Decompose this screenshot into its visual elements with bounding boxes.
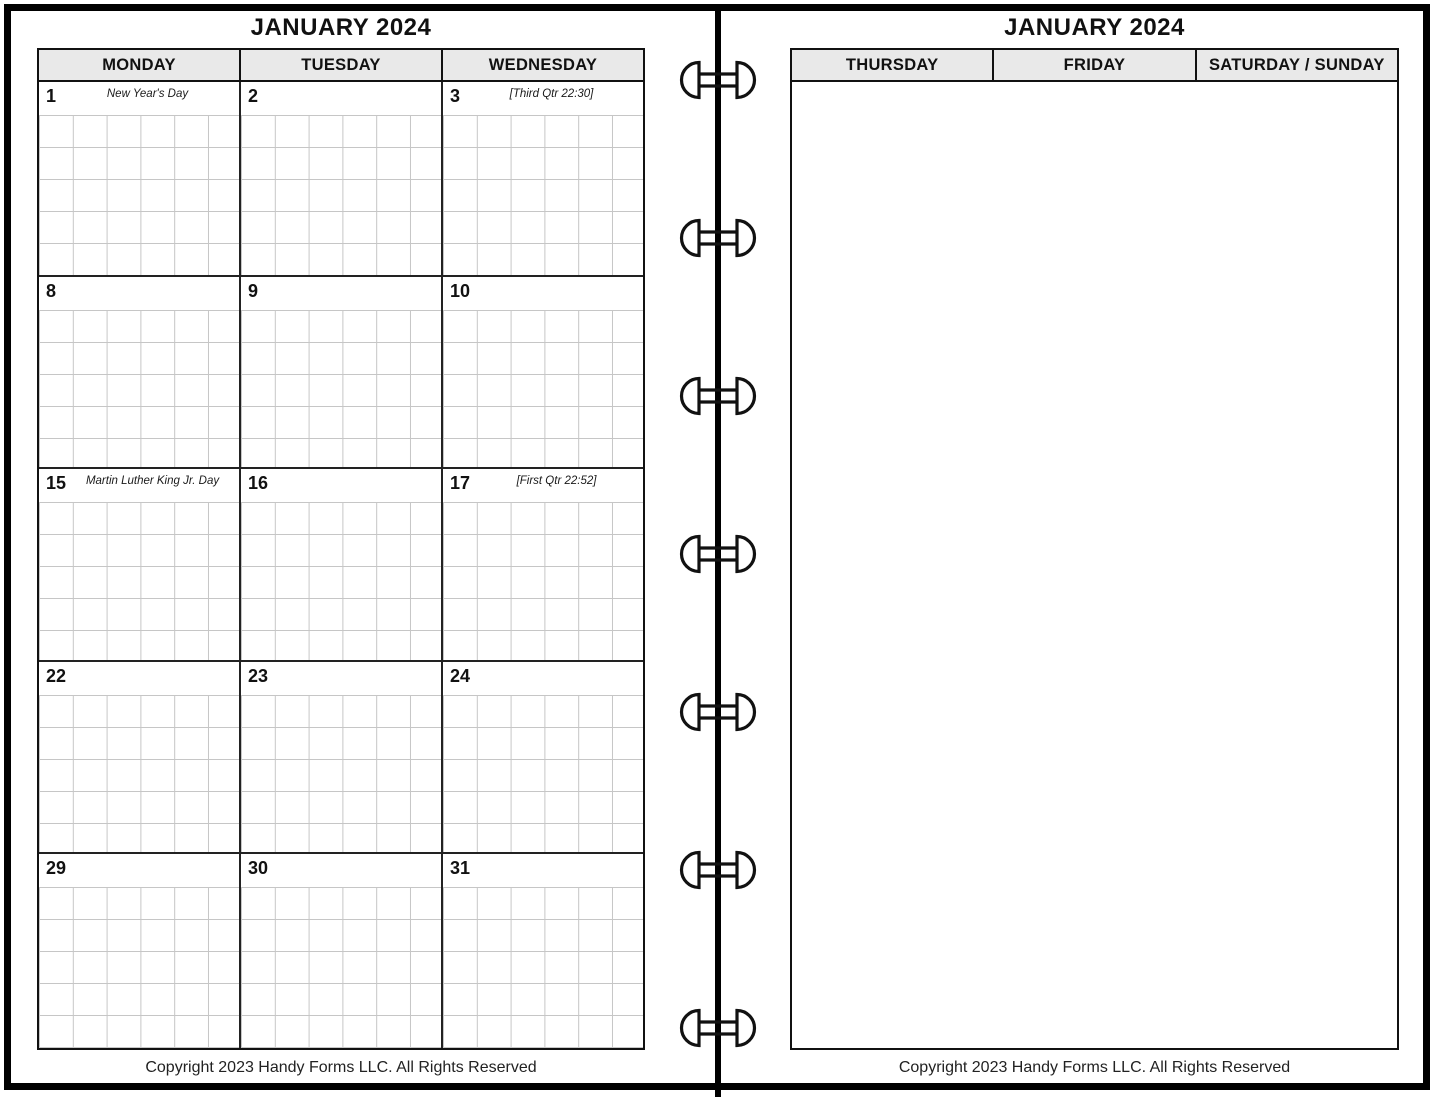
day-number: 30 — [248, 858, 269, 878]
left-page — [37, 14, 645, 1077]
weekday-header-cell: WEDNESDAY — [441, 50, 643, 80]
date-strip — [241, 82, 441, 115]
day-number: 8 — [46, 281, 57, 301]
date-strip — [39, 277, 239, 310]
date-strip — [39, 82, 239, 115]
writing-grid — [241, 695, 441, 852]
day-cell — [39, 854, 239, 1048]
day-number: 23 — [248, 666, 269, 686]
date-strip — [443, 469, 643, 502]
date-strip — [443, 277, 643, 310]
writing-grid — [241, 310, 441, 467]
date-strip — [241, 854, 441, 887]
day-number: 2 — [248, 86, 259, 106]
date-strip — [39, 662, 239, 695]
binder-ring-icon — [668, 534, 768, 574]
holiday-note: [First Qtr 22:52] — [516, 475, 597, 487]
holiday-note: New Year's Day — [106, 88, 189, 100]
writing-grid — [443, 887, 643, 1048]
writing-grid — [443, 502, 643, 660]
holiday-note: [Third Qtr 22:30] — [509, 88, 594, 100]
left-copyright: Copyright 2023 Handy Forms LLC. All Rights Reserved — [145, 1059, 537, 1076]
right-page — [790, 14, 1399, 1077]
day-cell — [441, 854, 643, 1048]
left-weeks — [39, 82, 643, 1048]
day-number: 9 — [248, 281, 259, 301]
writing-grid — [39, 115, 239, 275]
right-weeks — [792, 82, 1397, 1048]
weekday-header-cell: MONDAY — [102, 55, 176, 74]
weekday-header-cell: FRIDAY — [992, 50, 1194, 80]
day-number: 16 — [248, 473, 269, 493]
writing-grid — [241, 502, 441, 660]
day-cell — [39, 82, 239, 275]
date-strip — [241, 662, 441, 695]
writing-grid — [39, 502, 239, 660]
writing-grid — [39, 695, 239, 852]
week-row — [39, 467, 643, 660]
week-row — [39, 275, 643, 467]
date-strip — [39, 469, 239, 502]
day-cell — [239, 469, 441, 660]
holiday-note: Martin Luther King Jr. Day — [85, 475, 220, 487]
day-cell — [239, 854, 441, 1048]
day-cell — [39, 469, 239, 660]
date-strip — [443, 662, 643, 695]
left-page-title: JANUARY 2024 — [250, 14, 432, 41]
right-weekday-header-row — [792, 50, 1397, 82]
week-row — [39, 852, 643, 1048]
day-cell — [239, 277, 441, 467]
writing-grid — [39, 310, 239, 467]
binder-ring-icon — [668, 692, 768, 732]
date-strip — [39, 854, 239, 887]
writing-grid — [39, 887, 239, 1048]
date-strip — [241, 277, 441, 310]
day-cell — [441, 469, 643, 660]
right-copyright: Copyright 2023 Handy Forms LLC. All Rights Reserved — [898, 1059, 1291, 1076]
day-cell — [239, 662, 441, 852]
binder-ring-icon — [668, 60, 768, 100]
day-number: 31 — [450, 858, 471, 878]
writing-grid — [443, 115, 643, 275]
binder-ring-icon — [668, 218, 768, 258]
day-number: 17 — [450, 473, 471, 493]
week-row — [39, 82, 643, 275]
right-calendar — [790, 48, 1399, 1050]
day-number: 29 — [46, 858, 67, 878]
writing-grid — [443, 695, 643, 852]
date-strip — [443, 854, 643, 887]
day-cell — [441, 277, 643, 467]
weekday-header-cell: SATURDAY / SUNDAY — [1195, 50, 1397, 80]
day-number: 1 — [46, 86, 57, 106]
day-number: 3 — [450, 86, 461, 106]
day-cell — [441, 82, 643, 275]
day-cell — [39, 277, 239, 467]
day-number: 22 — [46, 666, 67, 686]
binder-ring-icon — [668, 1008, 768, 1048]
date-strip — [241, 469, 441, 502]
right-page-title: JANUARY 2024 — [1004, 14, 1185, 41]
day-number: 15 — [46, 473, 67, 493]
day-number: 10 — [450, 281, 471, 301]
week-row — [39, 660, 643, 852]
weekday-header-cell: TUESDAY — [239, 50, 441, 80]
writing-grid — [443, 310, 643, 467]
binder-ring-icon — [668, 850, 768, 890]
day-number: 24 — [450, 666, 471, 686]
binder-ring-icon — [668, 376, 768, 416]
day-cell — [441, 662, 643, 852]
weekday-header-cell: THURSDAY — [845, 55, 939, 74]
writing-grid — [241, 887, 441, 1048]
date-strip — [443, 82, 643, 115]
left-weekday-header-row — [39, 50, 643, 82]
day-cell — [239, 82, 441, 275]
day-cell — [39, 662, 239, 852]
writing-grid — [241, 115, 441, 275]
left-calendar — [37, 48, 645, 1050]
